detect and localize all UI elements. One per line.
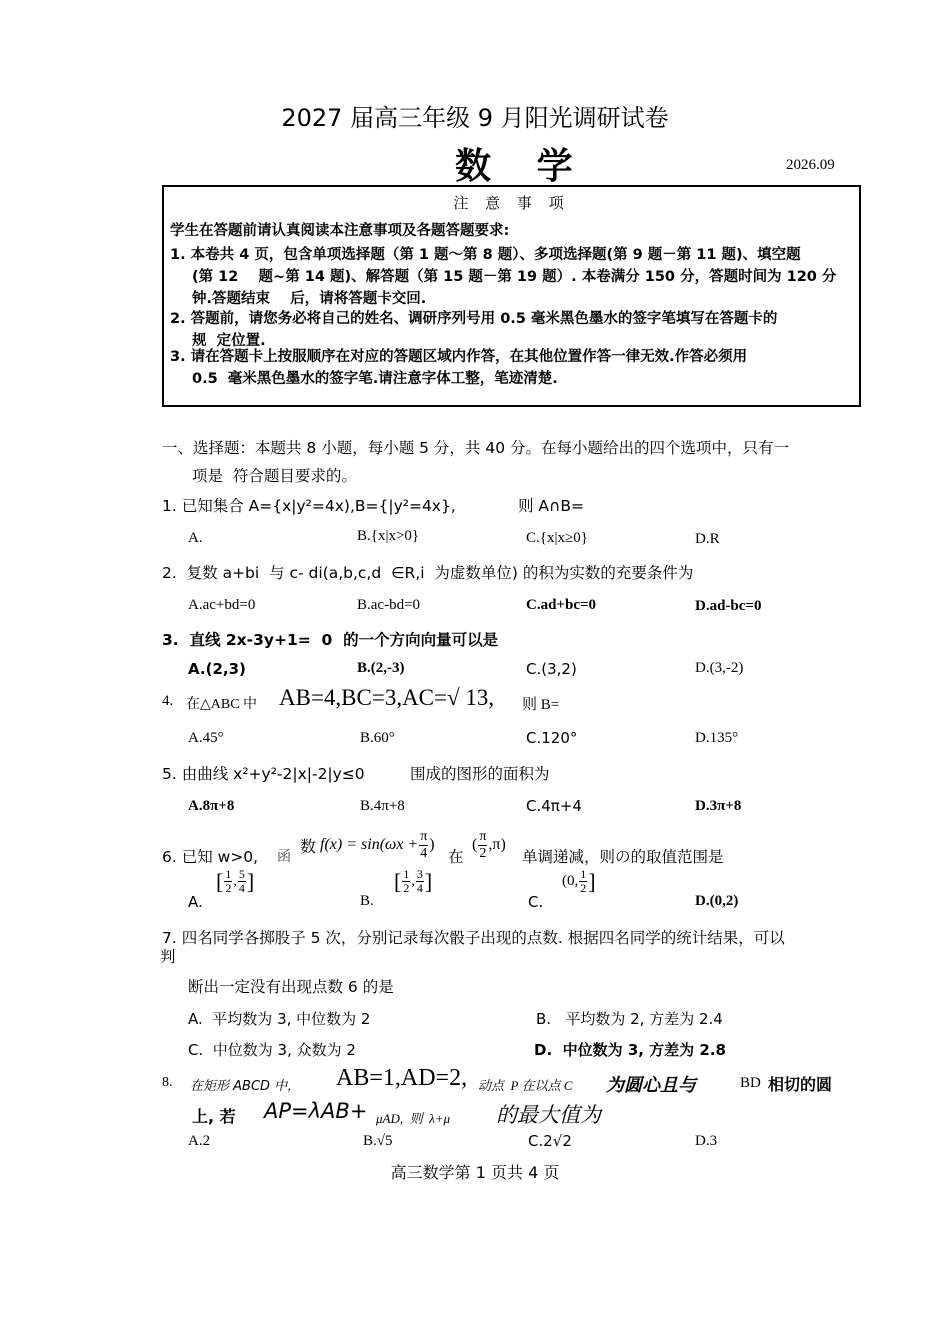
q7-option-b: B. 平均数为 2, 方差为 2.4 <box>536 1010 723 1028</box>
q5-option-a: A.8π+8 <box>188 798 235 814</box>
q4-stem-post: 则 B= <box>522 697 560 713</box>
q8-option-c: C.2√2 <box>528 1132 572 1150</box>
q4-option-c: C.120° <box>526 729 578 747</box>
q6-c-zero: (0, <box>562 873 579 889</box>
q7-stem-line-1: 7. 四名同学各掷股子 5 次，分别记录每次骰子出现的点数. 根据四名同学的统计结果，可以 <box>162 929 785 947</box>
q6-c-n: 1 <box>580 867 587 881</box>
q6-option-b-label: B. <box>360 893 374 909</box>
q8-line-2-c: μAD, 则 λ+μ <box>376 1111 451 1126</box>
q6-c-d: 2 <box>580 881 587 895</box>
q8-stem-p5: BD <box>740 1075 761 1091</box>
q6-a-lbracket: [ <box>216 868 224 894</box>
q7-stem-line-1-wrap: 判 <box>160 948 176 966</box>
q5-option-c: C.4π+4 <box>526 797 582 815</box>
notice-item-2-line-1: 2. 答题前，请您务必将自己的姓名、调研序列号用 0.5 毫米黑色墨水的签字笔填写在答题卡的 <box>170 311 778 327</box>
q3-option-d: D.(3,-2) <box>695 660 744 676</box>
notice-intro: 学生在答题前请认真阅读本注意事项及各题答题要求: <box>170 223 510 239</box>
notice-item-3-line-2: 0.5 毫米黑色墨水的签字笔.请注意字体工整，笔迹清楚. <box>192 371 558 387</box>
q6-a-rbracket: ] <box>246 868 255 894</box>
q3-option-b: B.(2,-3) <box>357 660 405 676</box>
q2-option-b: B.ac-bd=0 <box>357 597 421 613</box>
q6-b-lbracket: [ <box>394 868 402 894</box>
q3-option-c: C.(3,2) <box>526 660 577 678</box>
q6-a-comma: , <box>233 873 237 889</box>
q6-b-comma: , <box>411 873 415 889</box>
q6-interval-open: ( <box>472 836 478 853</box>
q6-interval-close: ,π) <box>488 836 506 853</box>
q8-option-a: A.2 <box>188 1133 211 1149</box>
q6-interval-two: 2 <box>479 845 487 861</box>
q6-b-frac-2 <box>416 868 424 895</box>
q4-option-d: D.135° <box>695 730 739 746</box>
q1-option-b: B.{x|x>0} <box>357 528 420 544</box>
q6-a-n2: 5 <box>238 867 245 881</box>
q1-stem: 1. 已知集合 A={x|y²=4x),B={|y²=4x}, <box>162 497 456 515</box>
q6-option-a <box>216 868 254 895</box>
q8-option-d: D.3 <box>695 1133 718 1149</box>
notice-box <box>162 185 861 407</box>
q6-stem-pre: 6. 已知 w>0, <box>162 848 259 866</box>
q8-option-b: B.√5 <box>363 1133 393 1149</box>
q6-option-b <box>394 868 432 895</box>
notice-item-2-line-2: 规 定位置. <box>192 333 266 349</box>
q5-option-d: D.3π+8 <box>695 798 742 814</box>
q6-formula-body: f(x) = sin(ωx + <box>320 836 419 853</box>
notice-item-1-line-1: 1. 本卷共 4 页，包含单项选择题（第 1 题～第 8 题）、多项选择题(第 9 题－第 11 题)、填空题 <box>170 247 801 263</box>
q8-stem-p1: 在矩形 ABCD 中， <box>190 1079 301 1094</box>
q8-number: 8. <box>162 1075 173 1090</box>
q6-stem-zai: 在 <box>448 848 464 866</box>
q6-b-d1: 2 <box>403 881 410 895</box>
q7-stem-line-2: 断出一定没有出现点数 6 的是 <box>188 978 394 996</box>
exam-title: 2027 届高三年级 9 月阳光调研试卷 <box>281 104 669 132</box>
q6-b-n2: 3 <box>416 867 423 881</box>
q2-option-a: A.ac+bd=0 <box>188 597 256 613</box>
q1-option-a: A. <box>188 530 203 546</box>
section-heading-line-1: 一、选择题：本题共 8 小题，每小题 5 分，共 40 分。在每小题给出的四个选项中，只有一 <box>162 439 790 457</box>
q7-option-d: D. 中位数为 3, 方差为 2.8 <box>534 1041 726 1059</box>
notice-title: 注 意 事 项 <box>453 194 570 212</box>
q6-option-d: D.(0,2) <box>695 893 739 909</box>
q1-option-c: C.{x|x≥0} <box>526 530 588 546</box>
q6-b-rbracket: ] <box>424 868 433 894</box>
q5-stem: 5. 由曲线 x²+y²-2|x|-2|y≤0 <box>162 765 365 783</box>
q6-option-a-label: A. <box>188 893 203 911</box>
q6-interval <box>472 822 506 868</box>
q1-stem-tail: 则 A∩B= <box>518 497 584 515</box>
q6-formula-close: ) <box>429 836 435 853</box>
q8-stem-p2: AB=1,AD=2, <box>336 1065 468 1091</box>
q8-line-2-b: AP=λAB+ <box>264 1099 368 1123</box>
q7-option-a: A. 平均数为 3, 中位数为 2 <box>188 1010 371 1028</box>
q6-c-frac <box>579 868 587 895</box>
q6-a-frac-1 <box>224 868 232 895</box>
q6-b-frac-1 <box>402 868 410 895</box>
q4-option-b: B.60° <box>360 730 395 746</box>
q7-option-c: C. 中位数为 3, 众数为 2 <box>188 1041 356 1059</box>
q6-four: 4 <box>420 845 428 861</box>
subject-title: 数 学 <box>455 146 575 187</box>
section-heading-line-2: 项是 符合题目要求的。 <box>192 467 357 485</box>
q6-stem-han: 函 <box>277 849 291 865</box>
q6-c-rbracket: ] <box>588 868 596 894</box>
q3-stem: 3. 直线 2x-3y+1= 0 的一个方向向量可以是 <box>162 631 499 649</box>
q1-option-d: D.R <box>695 531 720 547</box>
q6-a-frac-2 <box>238 868 246 895</box>
q6-stem-post: 单调递减，则の的取值范围是 <box>522 848 724 866</box>
q8-line-2-a: 上, 若 <box>192 1107 236 1126</box>
q8-stem-p4: 为圆心且与 <box>606 1075 696 1096</box>
q6-a-d1: 2 <box>225 881 232 895</box>
q4-stem-pre: 在△ABC 中 <box>186 697 258 712</box>
q6-interval-fraction <box>478 829 487 862</box>
exam-date: 2026.09 <box>786 157 835 173</box>
q6-option-c <box>562 868 596 895</box>
q4-stem-equation: AB=4,BC=3,AC=√ 13, <box>279 685 495 710</box>
q8-stem-p3: 动点 P 在以点 C <box>478 1078 573 1093</box>
q6-function-formula <box>300 822 435 868</box>
q2-option-d: D.ad-bc=0 <box>695 598 762 614</box>
q8-stem-p6: 相切的圆 <box>768 1075 833 1094</box>
q6-b-d2: 4 <box>416 881 423 895</box>
q6-interval-pi: π <box>479 828 487 844</box>
notice-item-1-line-3: 钟.答题结束 后，请将答题卡交回. <box>192 291 427 307</box>
q6-a-n1: 1 <box>225 867 232 881</box>
notice-item-3-line-1: 3. 请在答题卡上按服顺序在对应的答题区域内作答，在其他位置作答一律无效.作答必须用 <box>170 349 748 365</box>
q6-b-n1: 1 <box>403 867 410 881</box>
page-footer: 高三数学第 1 页共 4 页 <box>390 1163 560 1182</box>
q6-option-c-label: C. <box>528 893 544 911</box>
q8-line-2-d: 的最大值为 <box>496 1103 601 1127</box>
q4-number: 4. <box>162 693 174 709</box>
q2-stem: 2. 复数 a+bi 与 c- di(a,b,c,d ∈R,i 为虚数单位) 的积为实数的充要条件为 <box>162 564 694 582</box>
q5-option-b: B.4π+8 <box>360 798 405 814</box>
q2-option-c: C.ad+bc=0 <box>526 597 597 613</box>
q6-pi: π <box>420 828 428 844</box>
q3-option-a: A.(2,3) <box>188 660 246 678</box>
notice-item-1-line-2: (第 12 题~第 14 题)、解答题（第 15 题－第 19 题）. 本卷满分 150 分，答题时间为 120 分 <box>192 269 837 285</box>
q6-shu: 数 <box>300 836 317 856</box>
q4-option-a: A.45° <box>188 730 224 746</box>
q6-a-d2: 4 <box>238 881 245 895</box>
q6-formula-fraction <box>419 829 428 862</box>
q5-stem-tail: 围成的图形的面积为 <box>410 765 550 783</box>
